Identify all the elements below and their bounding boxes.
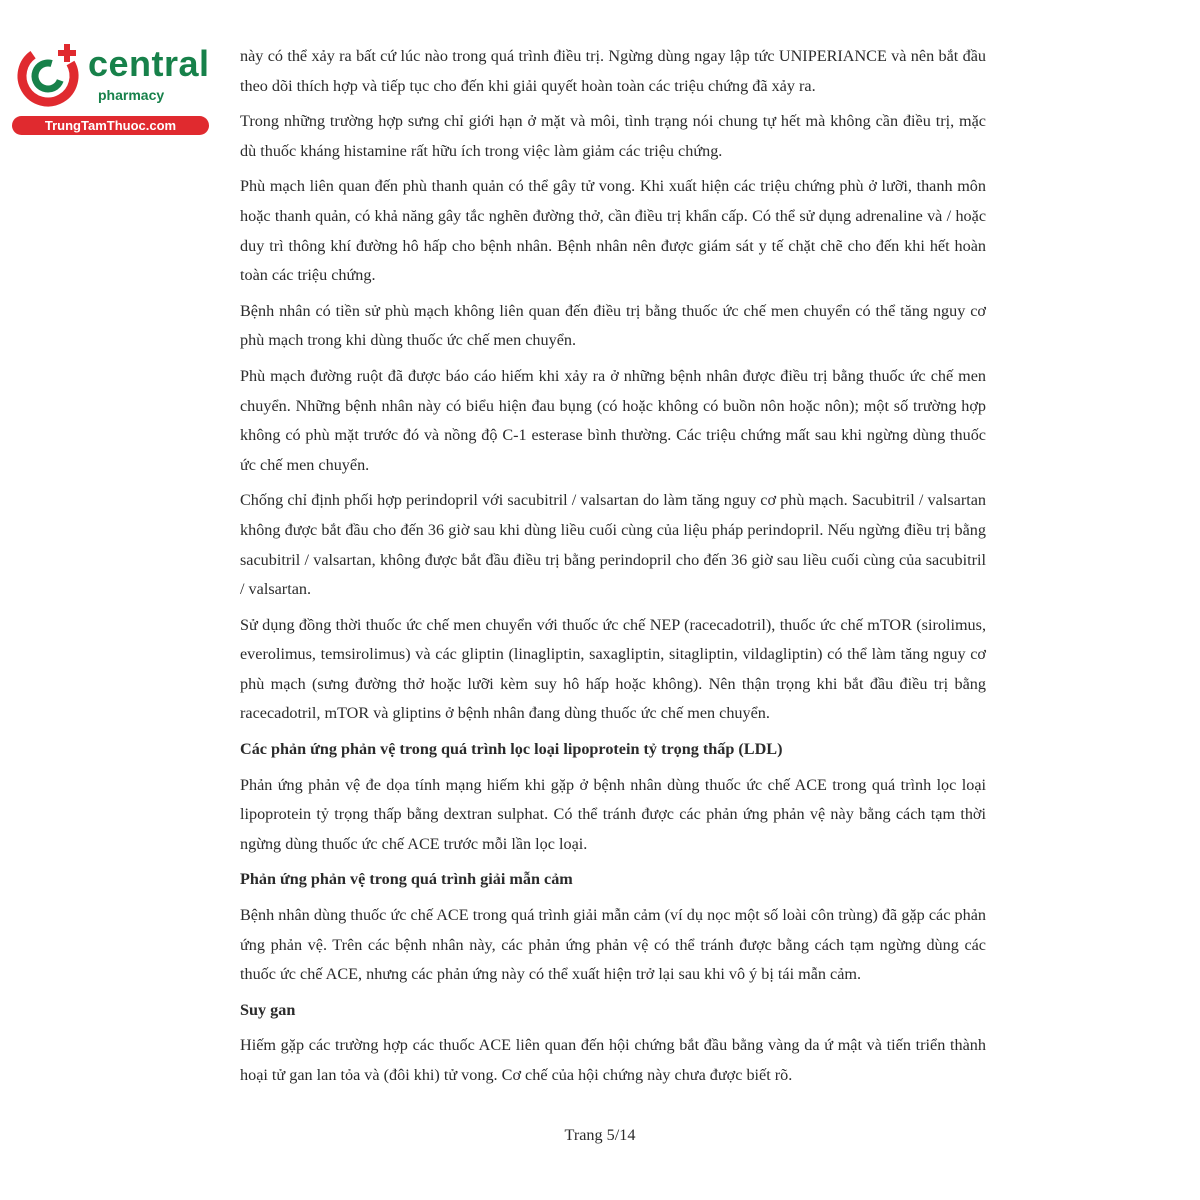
paragraph: Phù mạch đường ruột đã được báo cáo hiếm khi xảy ra ở những bệnh nhân được điều trị bằng thuốc ức chế men chuyển. Những bệnh nhân này có biểu hiện đau bụng (có hoặc không có buồn nôn hoặc nôn); một số trường hợp không có phù mặt trước đó và nồng độ C-1 esterase bình thường. Các triệu chứng mất sau khi ngừng dùng thuốc ức chế men chuyển. bbox=[240, 366, 986, 474]
section-heading-ldl: Các phản ứng phản vệ trong quá trình lọc loại lipoprotein tỷ trọng thấp (LDL) bbox=[240, 740, 783, 759]
paragraph: Bệnh nhân có tiền sử phù mạch không liên quan đến điều trị bằng thuốc ức chế men chuyển có thể tăng nguy cơ phù mạch trong khi dùng thuốc ức chế men chuyển. bbox=[240, 301, 986, 350]
paragraph: Trong những trường hợp sưng chỉ giới hạn ở mặt và môi, tình trạng nói chung tự hết mà không cần điều trị, mặc dù thuốc kháng histamine rất hữu ích trong việc làm giảm các triệu chứng. bbox=[240, 112, 986, 160]
document-body bbox=[240, 42, 986, 1097]
page-number: Trang 5/14 bbox=[564, 1126, 636, 1144]
paragraph: Phản ứng phản vệ đe dọa tính mạng hiếm khi gặp ở bệnh nhân dùng thuốc ức chế ACE trong quá trình lọc loại lipoprotein tỷ trọng thấp bằng dextran sulphat. Có thể tránh được các phản ứng phản vệ này bằng cách tạm thời ngừng dùng thuốc ức chế ACE trước mỗi lần lọc loại. bbox=[240, 775, 986, 853]
paragraph: Sử dụng đồng thời thuốc ức chế men chuyển với thuốc ức chế NEP (racecadotril), thuốc ức chế mTOR (sirolimus, everolimus, temsirolimus) và các gliptin (linagliptin, saxagliptin, sitagliptin, vildagliptin) có thể làm tăng nguy cơ phù mạch (sưng đường thở hoặc lưỡi kèm suy hô hấp hoặc không). Nên thận trọng khi bắt đầu điều trị bằng racecadotril, mTOR và gliptins ở bệnh nhân đang dùng thuốc ức chế men chuyển. bbox=[240, 615, 986, 723]
central-pharmacy-mark-icon bbox=[12, 38, 92, 118]
paragraph: Chống chỉ định phối hợp perindopril với sacubitril / valsartan do làm tăng nguy cơ phù mạch. Sacubitril / valsartan không được bắt đầu cho đến 36 giờ sau khi dùng liều cuối cùng của liệu pháp perindopril. Nếu ngừng điều trị bằng sacubitril / valsartan, không được bắt đầu điều trị bằng perindopril cho đến 36 giờ sau liều cuối cùng của sacubitril / valsartan. bbox=[240, 491, 986, 599]
paragraph: Hiếm gặp các trường hợp các thuốc ACE liên quan đến hội chứng bắt đầu bằng vàng da ứ mật và tiến triển thành hoại tử gan lan tỏa và (đôi khi) tử vong. Cơ chế của hội chứng này chưa được biết rõ. bbox=[240, 1036, 986, 1084]
section-heading-liver-failure: Suy gan bbox=[240, 1000, 296, 1019]
paragraph: Bệnh nhân dùng thuốc ức chế ACE trong quá trình giải mẫn cảm (ví dụ nọc một số loài côn trùng) đã gặp các phản ứng phản vệ. Trên các bệnh nhân này, các phản ứng phản vệ có thể tránh được bằng cách tạm ngừng dùng các thuốc ức chế ACE, nhưng các phản ứng này có thể xuất hiện trở lại sau khi vô ý bị tái mẫn cảm. bbox=[240, 906, 986, 984]
brand-website-badge: TrungTamThuoc.com bbox=[12, 116, 209, 135]
paragraph: Phù mạch liên quan đến phù thanh quản có thể gây tử vong. Khi xuất hiện các triệu chứng phù ở lưỡi, thanh môn hoặc thanh quản, có khả năng gây tắc nghẽn đường thở, cần điều trị khẩn cấp. Có thể sử dụng adrenaline và / hoặc duy trì thông khí đường hô hấp cho bệnh nhân. Bệnh nhân nên được giám sát y tế chặt chẽ cho đến khi hết hoàn toàn các triệu chứng. bbox=[240, 177, 986, 285]
paragraph: này có thể xảy ra bất cứ lúc nào trong quá trình điều trị. Ngừng dùng ngay lập tức UNIPERIANCE và nên bắt đầu theo dõi thích hợp và tiếp tục cho đến khi giải quyết hoàn toàn các triệu chứng đã xảy ra. bbox=[240, 47, 986, 95]
section-heading-desensitization: Phản ứng phản vệ trong quá trình giải mẫn cảm bbox=[240, 870, 573, 889]
brand-subtitle: pharmacy bbox=[98, 87, 165, 103]
brand-name: central bbox=[88, 43, 210, 84]
